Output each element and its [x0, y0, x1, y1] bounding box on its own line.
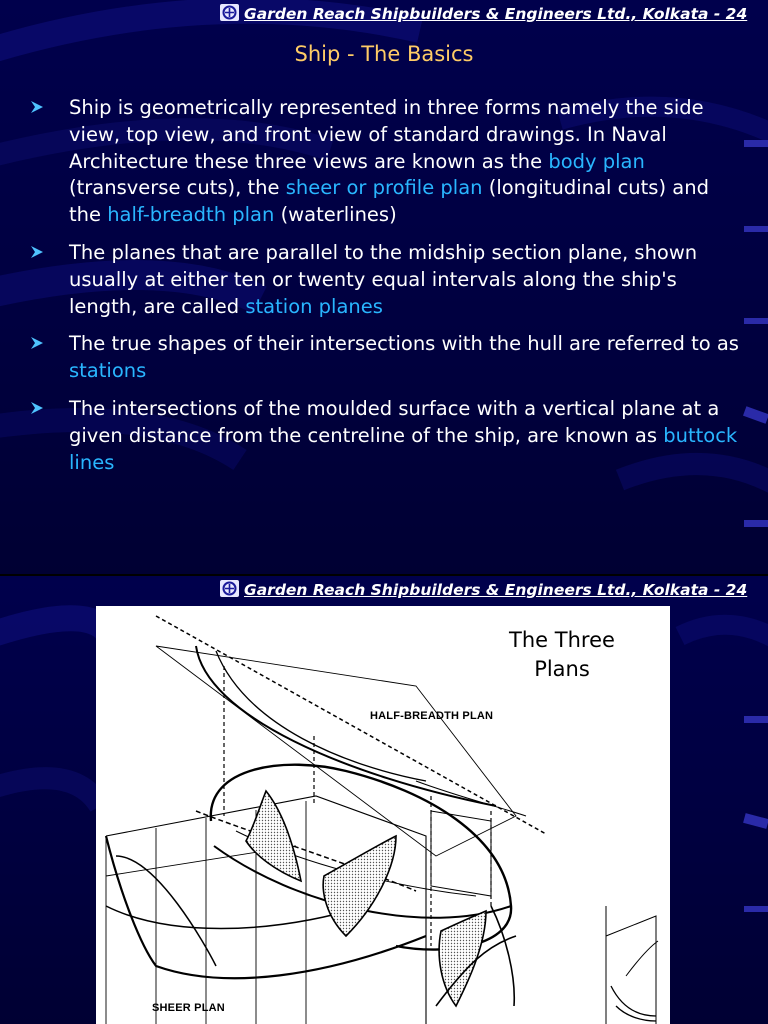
arrowhead-bullet-icon	[30, 100, 44, 114]
bullet-text: (waterlines)	[274, 203, 397, 227]
label-half-breadth-plan: HALF-BREADTH PLAN	[370, 710, 494, 722]
slide-three-plans	[0, 576, 768, 1024]
highlighted-term: station planes	[245, 294, 383, 318]
bullet-item	[30, 95, 742, 229]
company-header[interactable]	[220, 580, 766, 601]
company-header[interactable]	[220, 4, 766, 25]
highlighted-term: buttock lines	[69, 423, 738, 474]
bullet-text: (transverse cuts), the	[69, 176, 286, 200]
highlighted-term: body plan	[548, 149, 645, 173]
highlighted-term: half-breadth plan	[107, 203, 275, 227]
bullet-item	[30, 396, 742, 476]
highlighted-term: stations	[69, 359, 147, 383]
arrowhead-bullet-icon	[30, 245, 44, 259]
bullet-text: The intersections of the moulded surface with a vertical plane at a given distance from the centreline of the ship, are known as	[69, 396, 720, 447]
figure-title: The Three Plans	[509, 628, 615, 681]
three-plans-figure	[96, 606, 670, 1024]
bullet-text: The planes that are parallel to the midship section plane, shown usually at either ten or twenty equal intervals along the ship's length, are called	[69, 240, 698, 318]
bullet-list	[30, 95, 742, 487]
arrowhead-bullet-icon	[30, 336, 44, 350]
highlighted-term: sheer or profile plan	[285, 176, 483, 200]
bullet-text: Ship is geometrically represented in three forms namely the side view, top view, and front view of standard drawings. In Naval Architecture these three views are known as the	[69, 96, 704, 173]
label-sheer-plan: SHEER PLAN	[152, 1002, 225, 1014]
company-logo-icon	[220, 4, 239, 21]
slide-title: Ship - The Basics	[294, 42, 474, 66]
company-header-text: Garden Reach Shipbuilders & Engineers Ltd., Kolkata - 24	[244, 581, 748, 599]
bullet-text: (longitudinal cuts) and the	[69, 176, 709, 227]
arrowhead-bullet-icon	[30, 401, 44, 415]
company-logo-icon	[220, 580, 239, 597]
bullet-text: The true shapes of their intersections with the hull are referred to as	[69, 332, 739, 356]
bullet-item	[30, 240, 742, 320]
company-header-text: Garden Reach Shipbuilders & Engineers Ltd., Kolkata - 24	[244, 5, 748, 23]
bullet-item	[30, 331, 742, 385]
